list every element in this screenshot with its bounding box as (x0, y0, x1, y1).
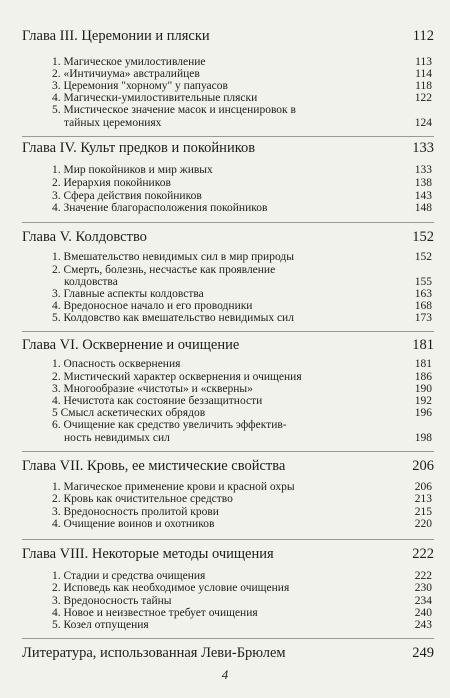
entry-page: 186 (414, 371, 432, 383)
entry-page: 243 (414, 619, 432, 631)
entry-title: 3. Главные аспекты колдовства (52, 288, 204, 300)
entry-page: 213 (414, 493, 432, 505)
entry-page: 148 (414, 202, 432, 214)
entry-title: 3. Вредоносность пролитой крови (52, 506, 219, 518)
entry-title: 4. Значение благорасположения покойников (52, 202, 268, 214)
chapter-page: 152 (412, 229, 434, 245)
entry-title: 3. Вредоносность тайны (52, 595, 172, 607)
entry-page: 206 (414, 481, 432, 493)
entry-page: 198 (414, 432, 432, 444)
entry-title: тайных церемониях (64, 117, 162, 129)
entry-page: 222 (414, 570, 432, 582)
entry-page: 163 (414, 288, 432, 300)
entry-page: 240 (414, 607, 432, 619)
divider (22, 539, 434, 540)
chapter-title: Глава V. Колдовство (22, 229, 147, 245)
chapter-page: 181 (412, 337, 434, 353)
divider (22, 451, 434, 452)
entry-title: колдовства (64, 276, 118, 288)
entry-title: 3. Многообразие «чистоты» и «скверны» (52, 383, 253, 395)
chapter-title: Глава VII. Кровь, ее мистические свойства (22, 458, 286, 474)
divider (22, 136, 434, 137)
entry-page: 192 (414, 395, 432, 407)
chapter-title: Глава IV. Культ предков и покойников (22, 140, 256, 156)
entry-title: 2. Смерть, болезнь, несчастье как проявление (52, 264, 276, 276)
entry-title: 1. Стадии и средства очищения (52, 570, 206, 582)
entry-title: 2. Исповедь как необходимое условие очищения (52, 582, 290, 594)
bibliography-title: Литература, использованная Леви-Брюлем (22, 645, 286, 661)
entry-title: 4. Магически-умилостивительные пляски (52, 92, 258, 104)
entry-title: 4. Вредоносное начало и его проводники (52, 300, 253, 312)
entry-title: 4. Нечистота как состояние беззащитности (52, 395, 263, 407)
entry-title: 3. Сфера действия покойников (52, 190, 202, 202)
page-number: 4 (221, 667, 229, 682)
entry-title: 4. Новое и неизвестное требует очищения (52, 607, 258, 619)
chapter-page: 206 (412, 458, 434, 474)
entry-page: 196 (414, 407, 432, 419)
entry-title: 5 Смысл аскетических обрядов (52, 407, 206, 419)
entry-page: 215 (414, 506, 432, 518)
entry-page: 124 (414, 117, 432, 129)
entry-title: 2. «Интичиума» австралийцев (52, 68, 200, 80)
entry-page: 155 (414, 276, 432, 288)
bibliography-page: 249 (412, 645, 434, 661)
entry-title: 5. Козел отпущения (52, 619, 149, 631)
entry-title: 2. Иерархия покойников (52, 177, 171, 189)
entry-page: 122 (414, 92, 432, 104)
chapter-page: 112 (412, 28, 434, 44)
entry-page: 133 (414, 164, 432, 176)
entry-page: 114 (415, 68, 432, 80)
chapter-title: Глава III. Церемонии и пляски (22, 28, 210, 44)
entry-title: 5. Колдовство как вмешательство невидимых сил (52, 312, 294, 324)
chapter-title: Глава VIII. Некоторые методы очищения (22, 546, 274, 562)
entry-title: 1. Вмешательство невидимых сил в мир природы (52, 251, 294, 263)
entry-page: 181 (414, 358, 432, 370)
chapter-title: Глава VI. Осквернение и очищение (22, 337, 240, 353)
divider (22, 638, 434, 639)
entry-title: ность невидимых сил (64, 432, 170, 444)
entry-title: 5. Мистическое значение масок и инсценировок в (52, 104, 296, 116)
entry-title: 1. Опасность осквернения (52, 358, 181, 370)
entry-title: 1. Магическое применение крови и красной охры (52, 481, 295, 493)
entry-title: 2. Кровь как очистительное средство (52, 493, 233, 505)
entry-title: 3. Церемония "хорному" у папуасов (52, 80, 228, 92)
entry-page: 173 (414, 312, 432, 324)
entry-page: 113 (415, 56, 432, 68)
entry-title: 4. Очищение воинов и охотников (52, 518, 215, 530)
entry-page: 152 (414, 251, 432, 263)
entry-page: 143 (414, 190, 432, 202)
entry-title: 2. Мистический характер осквернения и очищения (52, 371, 302, 383)
chapter-page: 133 (412, 140, 434, 156)
entry-page: 118 (415, 80, 432, 92)
chapter-page: 222 (412, 546, 434, 562)
divider (22, 331, 434, 332)
entry-title: 1. Мир покойников и мир живых (52, 164, 213, 176)
entry-page: 234 (414, 595, 432, 607)
entry-page: 190 (414, 383, 432, 395)
entry-page: 220 (414, 518, 432, 530)
entry-title: 6. Очищение как средство увеличить эффектив- (52, 419, 287, 431)
entry-title: 1. Магическое умилостивление (52, 56, 206, 68)
entry-page: 138 (414, 177, 432, 189)
entry-page: 168 (414, 300, 432, 312)
divider (22, 222, 434, 223)
entry-page: 230 (414, 582, 432, 594)
